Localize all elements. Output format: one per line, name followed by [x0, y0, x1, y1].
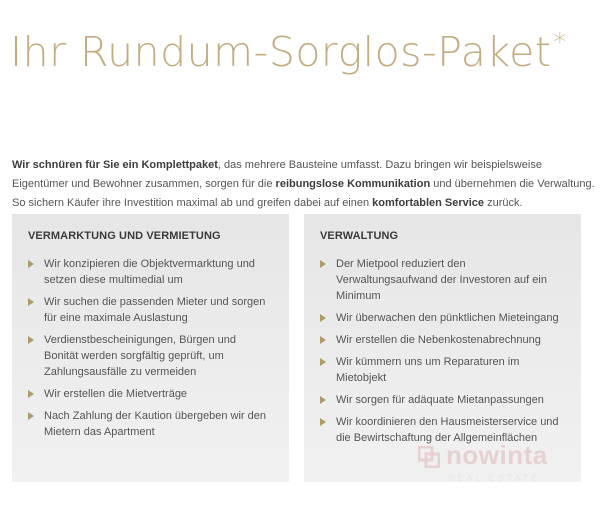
intro-text-6: zurück. — [484, 197, 523, 209]
triangle-bullet-icon — [320, 418, 326, 426]
triangle-bullet-icon — [28, 412, 34, 420]
intro-paragraph — [12, 156, 597, 213]
list-item-text: Wir kümmern uns um Reparaturen im Mietobjekt — [336, 356, 520, 384]
list-item — [320, 392, 565, 408]
triangle-bullet-icon — [320, 358, 326, 366]
nowinta-logo-icon — [418, 446, 440, 468]
list-item-text: Wir erstellen die Nebenkostenabrechnung — [336, 334, 541, 346]
list-item — [28, 386, 273, 402]
list-item — [320, 332, 565, 348]
triangle-bullet-icon — [28, 260, 34, 268]
intro-bold-5: komfortablen Service — [372, 197, 485, 209]
list-item-text: Der Mietpool reduziert den Verwaltungsaufwand der Investoren auf ein Minimum — [336, 258, 547, 302]
watermark-subtitle: REAL ESTATE — [448, 473, 541, 483]
list-item — [28, 294, 273, 326]
intro-bold-1: Wir schnüren für Sie ein Komplettpaket — [12, 159, 218, 171]
intro-bold-3: reibungslose Kommunikation — [275, 178, 431, 190]
triangle-bullet-icon — [28, 390, 34, 398]
list-item — [320, 256, 565, 304]
list-item-text: Wir koordinieren den Hausmeisterservice und die Bewirtschaftung der Allgemeinflächen — [336, 416, 559, 444]
triangle-bullet-icon — [28, 298, 34, 306]
list-item-text: Wir konzipieren die Objektvermarktung und setzen diese multimedial um — [44, 258, 255, 286]
intro-text-2: , das mehrere Bausteine umfasst. Dazu bringen wir beispielsweise Eigentümer und Bewohner zusammen, sorgen für die — [12, 159, 542, 190]
list-item — [28, 256, 273, 288]
list-item-text: Wir erstellen die Mietverträge — [44, 388, 188, 400]
marketing-box — [12, 214, 289, 482]
page-title-text: Ihr Rundum-Sorglos-Paket — [10, 28, 552, 76]
watermark-name: nowinta — [446, 440, 548, 470]
list-item — [28, 408, 273, 440]
marketing-list — [28, 256, 273, 440]
list-item — [28, 332, 273, 380]
intro-text-4: und übernehmen die Verwaltung. So sichern Käufer ihre Investition maximal ab und greifen dabei auf einen — [12, 178, 595, 209]
management-list — [320, 256, 565, 446]
triangle-bullet-icon — [320, 260, 326, 268]
list-item — [320, 310, 565, 326]
triangle-bullet-icon — [28, 336, 34, 344]
list-item-text: Wir überwachen den pünktlichen Mieteingang — [336, 312, 559, 324]
list-item-text: Wir sorgen für adäquate Mietanpassungen — [336, 394, 544, 406]
marketing-heading: VERMARKTUNG UND VERMIETUNG — [28, 230, 221, 242]
management-heading: VERWALTUNG — [320, 230, 399, 242]
list-item — [320, 354, 565, 386]
triangle-bullet-icon — [320, 336, 326, 344]
page-title — [10, 28, 567, 76]
list-item-text: Verdienstbescheinigungen, Bürgen und Bonität werden sorgfältig geprüft, um Zahlungsausfälle zu vermeiden — [44, 334, 237, 378]
list-item-text: Wir suchen die passenden Mieter und sorgen für eine maximale Auslastung — [44, 296, 266, 324]
triangle-bullet-icon — [320, 396, 326, 404]
nowinta-watermark — [418, 440, 588, 490]
list-item-text: Nach Zahlung der Kaution übergeben wir den Mietern das Apartment — [44, 410, 266, 438]
title-asterisk: * — [553, 28, 567, 59]
triangle-bullet-icon — [320, 314, 326, 322]
